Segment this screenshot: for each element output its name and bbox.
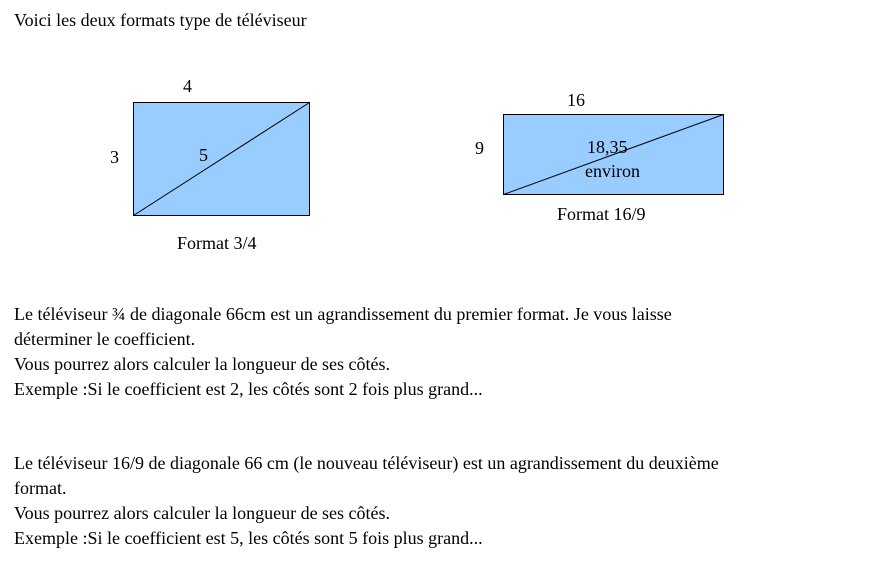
intro-text: Voici les deux formats type de téléviseur (14, 10, 307, 30)
format1-width-label: 4 (183, 76, 192, 96)
paragraph1-line: Vous pourrez alors calculer la longueur de ses côtés. (14, 354, 391, 374)
format1-diagonal-label: 5 (199, 145, 208, 165)
format1-rectangle (133, 102, 310, 216)
paragraph2-line: Exemple :Si le coefficient est 5, les côtés sont 5 fois plus grand... (14, 528, 483, 548)
paragraph-3-4 (14, 302, 874, 402)
format2-diagonal-label-line2: environ (585, 161, 640, 181)
paragraph1-line: déterminer le coefficient. (14, 329, 196, 349)
paragraph1-line: Le téléviseur ¾ de diagonale 66cm est un agrandissement du premier format. Je vous laisse (14, 304, 672, 324)
format1-caption: Format 3/4 (177, 233, 257, 253)
paragraph2-line: format. (14, 478, 67, 498)
format2-diagonal-label-line1: 18,35 (587, 137, 628, 157)
paragraph1-line: Exemple :Si le coefficient est 2, les côtés sont 2 fois plus grand... (14, 379, 483, 399)
paragraph2-line: Vous pourrez alors calculer la longueur de ses côtés. (14, 503, 391, 523)
format2-width-label: 16 (567, 90, 585, 110)
format1-height-label: 3 (110, 147, 119, 167)
format2-height-label: 9 (475, 138, 484, 158)
format2-caption: Format 16/9 (557, 204, 646, 224)
paragraph-16-9 (14, 451, 874, 551)
paragraph2-line: Le téléviseur 16/9 de diagonale 66 cm (le nouveau téléviseur) est un agrandissement du deuxième (14, 453, 719, 473)
